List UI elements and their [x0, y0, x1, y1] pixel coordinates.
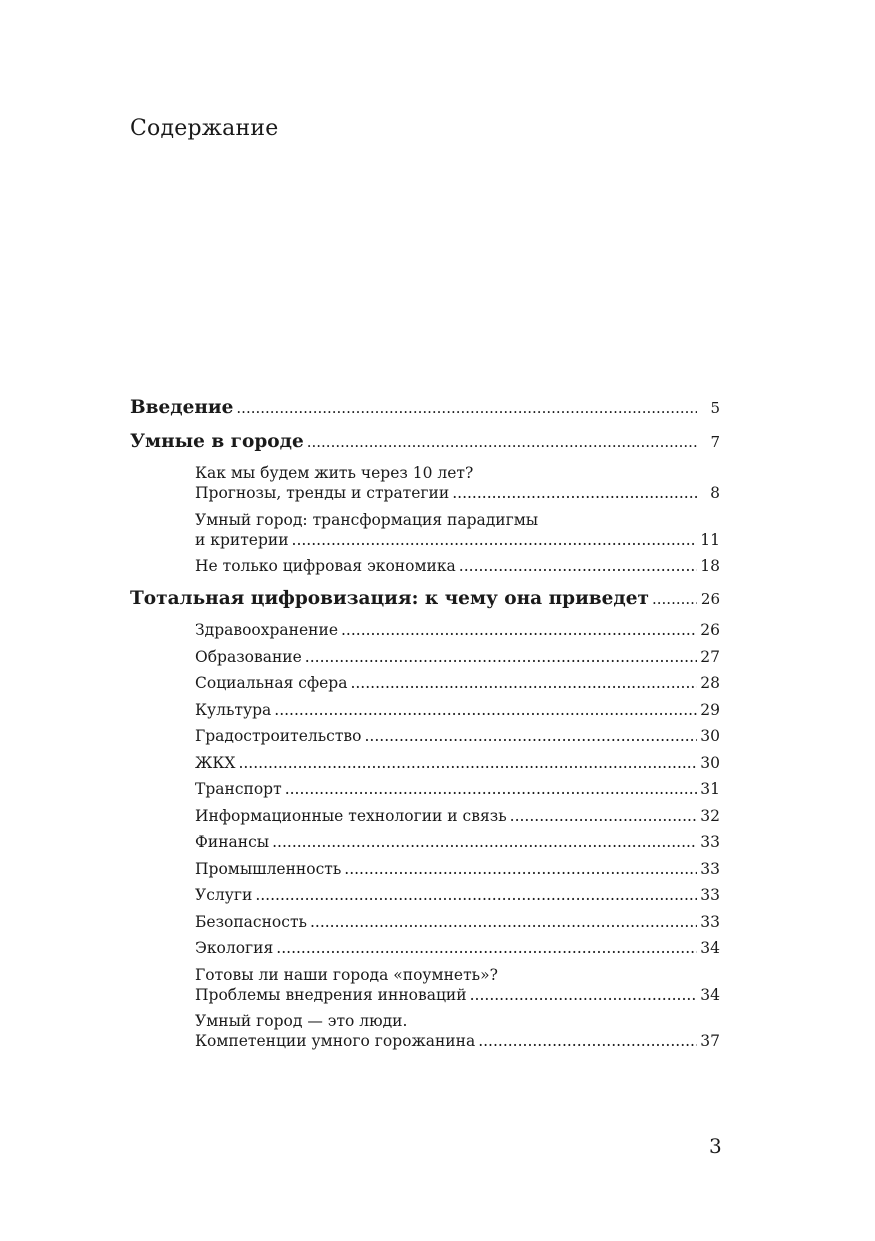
toc-section[interactable]	[130, 726, 720, 746]
leader-dots	[652, 587, 697, 611]
leader-dots	[310, 912, 697, 932]
toc-section[interactable]	[130, 463, 720, 503]
page-ref: 33	[700, 833, 720, 851]
leader-dots	[307, 430, 697, 454]
page-ref: 29	[700, 700, 720, 719]
section-title: Безопасность	[195, 912, 307, 931]
leader-dots	[236, 396, 697, 420]
leader-dots	[341, 620, 697, 640]
page-ref: 18	[700, 557, 720, 575]
page-ref: 34	[700, 939, 720, 957]
page-ref: 33	[700, 912, 720, 931]
table-of-contents	[130, 396, 720, 1051]
toc-section[interactable]	[130, 859, 720, 879]
page-ref: 8	[710, 484, 720, 502]
leader-dots	[285, 779, 697, 799]
section-title-line1: Умный город — это люди.	[195, 1012, 408, 1030]
section-title-line1: Готовы ли наши города «поумнеть»?	[195, 965, 498, 984]
section-title: и критерии	[195, 530, 289, 549]
toc-section[interactable]	[130, 885, 720, 905]
page-ref: 11	[700, 530, 720, 549]
toc-section[interactable]	[130, 806, 720, 826]
page-ref: 30	[700, 753, 720, 772]
toc-chapter[interactable]	[130, 587, 720, 611]
page-ref: 32	[700, 806, 720, 825]
page-number: 3	[709, 1134, 722, 1158]
section-title: Информационные технологии и связь	[195, 806, 507, 825]
leader-dots	[292, 530, 697, 550]
page-ref: 33	[700, 859, 720, 878]
leader-dots	[255, 885, 697, 905]
leader-dots	[478, 1031, 697, 1051]
section-title: Образование	[195, 647, 302, 666]
toc-section[interactable]	[130, 753, 720, 773]
page-ref: 26	[700, 621, 720, 639]
section-title: Не только цифровая экономика	[195, 557, 456, 575]
leader-dots	[344, 859, 697, 879]
toc-chapter[interactable]	[130, 396, 720, 420]
section-title: Градостроительство	[195, 727, 362, 745]
section-title: Транспорт	[195, 780, 282, 798]
toc-section[interactable]	[130, 965, 720, 1005]
leader-dots	[459, 556, 697, 576]
section-title: Проблемы внедрения инноваций	[195, 985, 467, 1004]
toc-section[interactable]	[130, 832, 720, 852]
toc-section[interactable]	[130, 510, 720, 550]
leader-dots	[452, 483, 697, 503]
toc-section[interactable]	[130, 912, 720, 932]
leader-dots	[350, 673, 697, 693]
toc-section[interactable]	[130, 700, 720, 720]
section-title: Экология	[195, 939, 274, 957]
toc-chapter[interactable]	[130, 430, 720, 454]
toc-section[interactable]	[130, 647, 720, 667]
page-ref: 37	[700, 1032, 720, 1050]
section-title-line1: Умный город: трансформация парадигмы	[195, 510, 539, 529]
page-ref: 27	[700, 647, 720, 666]
section-title: Услуги	[195, 886, 253, 904]
page-ref: 7	[710, 433, 720, 451]
toc-section[interactable]	[130, 620, 720, 640]
page-ref: 28	[700, 674, 720, 692]
section-title: Прогнозы, тренды и стратегии	[195, 484, 450, 502]
leader-dots	[470, 985, 697, 1005]
section-title-line1: Как мы будем жить через 10 лет?	[195, 464, 474, 482]
toc-section[interactable]	[130, 1011, 720, 1051]
leader-dots	[274, 700, 697, 720]
page-ref: 26	[700, 590, 720, 608]
section-title: Финансы	[195, 833, 270, 851]
toc-section[interactable]	[130, 938, 720, 958]
page-ref: 31	[700, 780, 720, 798]
chapter-title: Умные в городе	[130, 431, 304, 452]
leader-dots	[305, 647, 697, 667]
toc-section[interactable]	[130, 673, 720, 693]
section-title: Здравоохранение	[195, 621, 338, 639]
page-ref: 30	[700, 727, 720, 745]
section-title: Компетенции умного горожанина	[195, 1032, 476, 1050]
toc-section[interactable]	[130, 779, 720, 799]
leader-dots	[238, 753, 697, 773]
page-ref: 5	[710, 399, 720, 417]
page-ref: 34	[700, 985, 720, 1004]
section-title: Промышленность	[195, 859, 342, 878]
toc-section[interactable]	[130, 556, 720, 576]
chapter-title: Тотальная цифровизация: к чему она приведет	[130, 588, 649, 609]
section-title: Социальная сфера	[195, 674, 348, 692]
page-title: Содержание	[130, 116, 279, 141]
leader-dots	[276, 938, 697, 958]
leader-dots	[365, 726, 698, 746]
page-ref: 33	[700, 886, 720, 904]
leader-dots	[272, 832, 697, 852]
section-title: ЖКХ	[195, 753, 236, 772]
chapter-title: Введение	[130, 397, 234, 418]
leader-dots	[510, 806, 697, 826]
section-title: Культура	[195, 700, 272, 719]
